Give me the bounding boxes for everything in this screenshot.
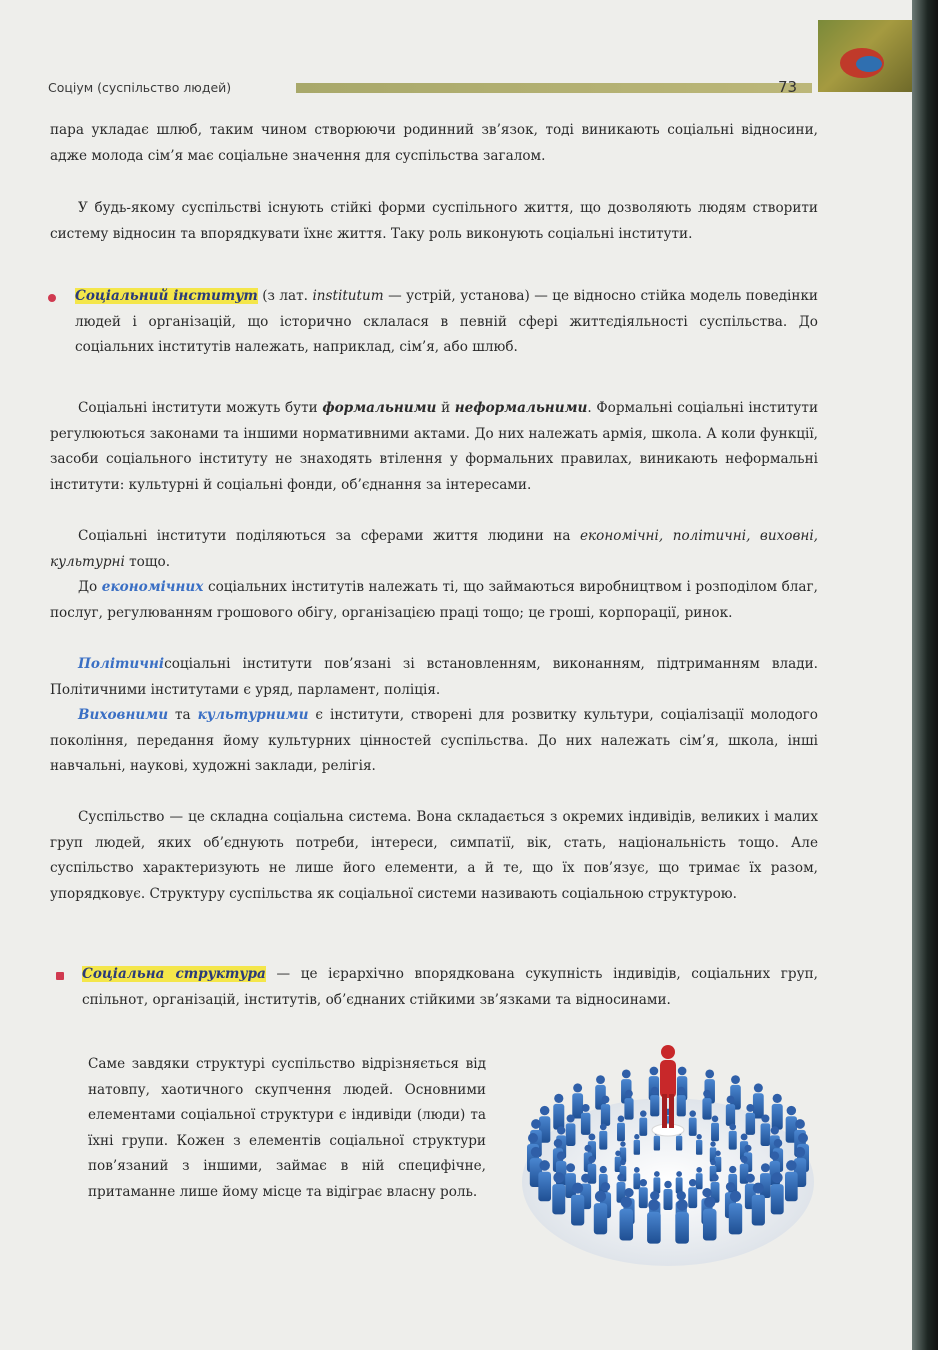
- crowd-person: [553, 1094, 564, 1130]
- crowd-person: [726, 1096, 735, 1126]
- crowd-around-leader-image: [518, 1032, 818, 1270]
- crowd-person: [696, 1167, 703, 1189]
- crowd-person: [689, 1110, 697, 1135]
- crowd-person: [565, 1163, 576, 1198]
- header-bar: [296, 83, 812, 93]
- term-educational: Виховними: [78, 707, 169, 723]
- crowd-person: [753, 1083, 764, 1118]
- crowd-person: [676, 1171, 683, 1193]
- paragraph-9: Саме завдяки структурі суспільство відрізняється від натовпу, хаотичного скупчення людей. Основними елементами соціальної структури є індивіди (люди) та їхні групи. Кожен з елементів соціальної структури пов’язаний з іншими, займає в ній специфічне, притаманне лише йому місце та відіграє власну роль.: [88, 1056, 486, 1200]
- crowd-person: [785, 1160, 798, 1201]
- crowd-person: [752, 1183, 765, 1226]
- chapter-title: Соціум (суспільство людей): [48, 80, 235, 95]
- crowd-person: [746, 1104, 755, 1135]
- crowd-person: [552, 1172, 565, 1214]
- term-political: Політичні: [78, 656, 165, 672]
- crowd-person: [599, 1124, 607, 1150]
- crowd-person: [696, 1134, 702, 1155]
- crowd-person: [771, 1172, 784, 1214]
- paragraph-3: Соціальні інститути можуть бути формальними й неформальними. Формальні соціальні інститути регулюються законами та іншими нормативними актами. До них належать армія, школа. А коли функції, засоби соціального інституту не знаходять втілення у формальних правилах, виникають неформальні інститути: культурні й соціальні фонди, об’єднання за інтересами.: [50, 400, 819, 493]
- term-social-structure: Соціальна структура: [82, 966, 266, 982]
- crowd-person: [729, 1191, 742, 1235]
- corner-photo-thumbnail: [818, 20, 912, 92]
- paragraph-1: пара укладає шлюб, таким чином створюючи родинний зв’язок, тоді виникають соціальні відносини, адже молода сім’я має соціальне значення для суспільства загалом.: [50, 122, 818, 164]
- definition-bullet: [56, 972, 64, 980]
- crowd-person: [601, 1096, 610, 1126]
- crowd-person: [538, 1160, 551, 1201]
- term-social-institution: Соціальний інститут: [75, 288, 258, 304]
- term-economic: економічних: [101, 579, 204, 595]
- crowd-person: [650, 1087, 659, 1117]
- paragraph-6: Політичнісоціальні інститути пов’язані зі встановленням, виконанням, підтриманням влади. Політичними інститутами є уряд, парламент, поліція.: [50, 656, 818, 698]
- crowd-person: [677, 1087, 686, 1117]
- crowd-person: [639, 1110, 647, 1135]
- paragraph-7: Виховними та культурними є інститути, створені для розвитку культури, соціалізації молодого покоління, передання йому культурних цінностей суспільства. До них належать сім’я, школа, інші навчальні, наукові, художні заклади, релігія.: [50, 707, 818, 774]
- definition-bullet: [48, 294, 56, 302]
- definition-social-structure: Соціальна структура — це ієрархічно впорядкована сукупність індивідів, соціальних груп, спільнот, організацій, інститутів, об’єднаних стійкими зв’язками та відносинами.: [82, 966, 818, 1008]
- crowd-person: [620, 1196, 634, 1240]
- crowd-person: [571, 1183, 584, 1226]
- crowd-person: [761, 1114, 771, 1146]
- crowd-person: [572, 1083, 583, 1118]
- crowd-person: [634, 1134, 640, 1155]
- paragraph-2: У будь-якому суспільстві існують стійкі форми суспільного життя, що дозволяють людям створити систему відносин та впорядкувати їхнє життя. Таку роль виконують соціальні інститути.: [50, 200, 818, 242]
- crowd-person: [702, 1090, 711, 1120]
- crowd-person: [639, 1179, 648, 1208]
- book-binding-edge: [912, 0, 938, 1350]
- crowd-person: [653, 1171, 660, 1193]
- crowd-person: [760, 1163, 771, 1198]
- crowd-person: [594, 1191, 607, 1235]
- paragraph-5: До економічних соціальних інститутів належать ті, що займаються виробництвом і розподілом благ, послуг, регулюванням грошового обігу, організацією праці тощо; це гроші, корпорації, ринок.: [50, 579, 818, 621]
- crowd-person: [647, 1199, 661, 1243]
- crowd-person: [624, 1090, 633, 1120]
- paragraph-8: Суспільство — це складна соціальна система. Вона складається з окремих індивідів, великих і малих груп людей, яких об’єднують потреби, інтереси, симпатії, вік, стать, національність тощо. Але суспільство характеризують не лише його елементи, а й те, що їх пов’язує, що тримає їх разом, упорядковує. Структуру суспільства як соціальної системи називають соціальною структурою.: [50, 809, 818, 902]
- crowd-person: [772, 1094, 783, 1130]
- page-number: 73: [778, 78, 798, 96]
- running-header: [48, 78, 808, 100]
- crowd-person: [581, 1104, 590, 1135]
- crowd-person: [729, 1124, 737, 1150]
- crowd-person: [664, 1181, 673, 1210]
- crowd-person: [633, 1167, 640, 1189]
- crowd-person: [675, 1199, 689, 1243]
- crowd-person: [617, 1116, 625, 1142]
- definition-social-institution: Соціальний інститут (з лат. institutum — устрій, установа) — це відносно стійка модель поведінки людей і організацій, що історично склалася в певній сфері життєдіяльності суспільства. До соціальних інститутів належать, наприклад, сім’я, або шлюб.: [75, 288, 818, 355]
- crowd-person: [688, 1179, 697, 1208]
- term-cultural: культурними: [197, 707, 309, 723]
- paragraph-4: Соціальні інститути поділяються за сферами життя людини на економічні, політичні, виховні, культурні тощо.: [50, 528, 818, 570]
- crowd-person: [566, 1114, 576, 1146]
- crowd-person: [703, 1196, 717, 1240]
- crowd-person: [711, 1116, 719, 1142]
